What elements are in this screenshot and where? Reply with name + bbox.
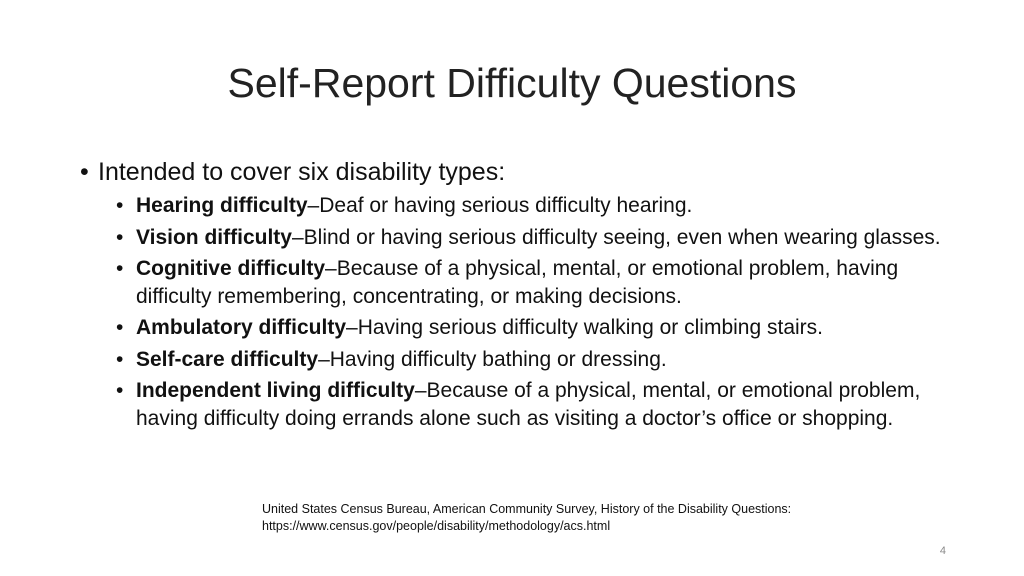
bullet-icon: • xyxy=(116,379,124,402)
item-description: Because of a physical, mental, or emotional problem, having difficulty remembering, concentrating, or making decisions. xyxy=(136,257,899,308)
list-item-self-care xyxy=(80,346,960,374)
main-bullet xyxy=(80,156,960,188)
item-dash: – xyxy=(318,347,330,371)
list-item-hearing xyxy=(80,192,960,220)
list-item-ambulatory xyxy=(80,314,960,342)
item-description: Deaf or having serious difficulty hearing. xyxy=(319,194,693,217)
citation xyxy=(262,501,902,535)
disability-types-list xyxy=(80,192,960,432)
item-description: Having difficulty bathing or dressing. xyxy=(329,347,667,371)
bullet-icon: • xyxy=(116,347,124,371)
item-description: Blind or having serious difficulty seeing, even when wearing glasses. xyxy=(303,225,941,249)
bullet-icon: • xyxy=(116,225,124,249)
item-dash: – xyxy=(307,194,320,217)
item-term: Independent living difficulty xyxy=(136,379,415,402)
item-term: Cognitive difficulty xyxy=(136,257,325,280)
item-term: Ambulatory difficulty xyxy=(136,316,347,339)
citation-source: United States Census Bureau, American Community Survey, History of the Disability Questions: xyxy=(262,502,792,516)
slide-content xyxy=(80,156,960,436)
item-dash: – xyxy=(325,257,337,280)
item-term: Vision difficulty xyxy=(136,225,292,249)
list-item-independent-living xyxy=(80,377,960,432)
item-dash: – xyxy=(291,225,304,249)
bullet-icon: • xyxy=(80,158,89,186)
main-bullet-text: Intended to cover six disability types: xyxy=(98,158,506,186)
item-description: Because of a physical, mental, or emotional problem, having difficulty doing errands alone such as visiting a doctor’s office or shopping. xyxy=(136,379,921,430)
bullet-icon: • xyxy=(116,316,124,339)
item-dash: – xyxy=(346,316,358,339)
citation-url: https://www.census.gov/people/disability/methodology/acs.html xyxy=(262,519,611,533)
item-term: Hearing difficulty xyxy=(136,194,308,217)
list-item-cognitive xyxy=(80,255,960,310)
item-dash: – xyxy=(414,379,427,402)
bullet-icon: • xyxy=(116,194,124,217)
list-item-vision xyxy=(80,224,960,252)
page-number: 4 xyxy=(939,545,946,557)
slide-title: Self-Report Difficulty Questions xyxy=(227,60,797,106)
bullet-icon: • xyxy=(116,257,124,280)
item-term: Self-care difficulty xyxy=(136,347,319,371)
item-description: Having serious difficulty walking or climbing stairs. xyxy=(357,316,823,339)
